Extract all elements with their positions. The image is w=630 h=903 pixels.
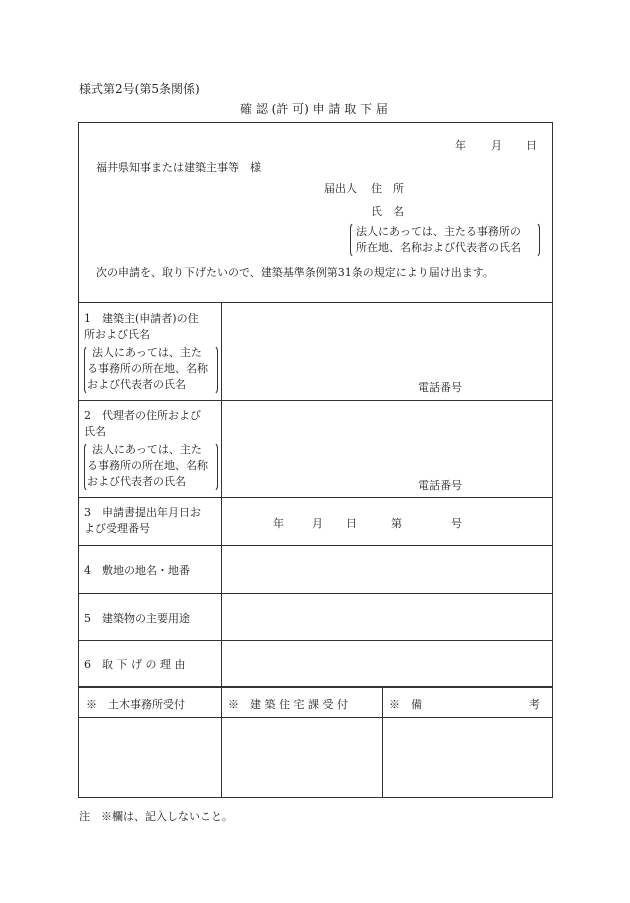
name-label: 氏 名 — [371, 205, 404, 218]
divider — [78, 640, 553, 641]
submission-day: 日 — [346, 517, 357, 530]
divider — [78, 497, 553, 498]
form-number: 様式第2号(第5条関係) — [79, 82, 200, 96]
submission-label-1: 3 申請書提出年月日お — [84, 506, 201, 519]
agent-label-2: 氏名 — [84, 425, 106, 438]
form-title: 確 認 (許 可) 申 請 取 下 届 — [240, 102, 388, 116]
agent-note-1: 法人にあっては、主た — [92, 443, 202, 456]
divider — [78, 686, 553, 688]
owner-phone-label: 電話番号 — [418, 381, 462, 394]
agent-note-2: る事務所の所在地、名称 — [87, 459, 208, 472]
submission-year: 年 — [273, 517, 284, 530]
statement: 次の申請を、取り下げたいので、建築基準条例第31条の規定により届け出ます。 — [96, 266, 494, 279]
divider — [78, 593, 553, 594]
remarks-heading: ※ 備 — [389, 698, 422, 711]
usage-label: 5 建築物の主要用途 — [84, 612, 190, 625]
submission-gou: 号 — [451, 517, 462, 530]
column-divider — [221, 302, 222, 798]
civil-office-heading: ※ 土木事務所受付 — [86, 698, 185, 711]
remarks-heading-end: 考 — [529, 698, 540, 711]
housing-division-heading: ※ 建 築 住 宅 課 受 付 — [228, 698, 348, 711]
header-year: 年 — [455, 139, 466, 152]
owner-label-1: 1 建築主(申請者)の住 — [84, 312, 199, 325]
agent-label-1: 2 代理者の住所および — [84, 409, 201, 422]
divider — [78, 302, 553, 303]
divider — [78, 717, 553, 718]
corp-note-line2: 所在地、名称および代表者の氏名 — [356, 241, 521, 254]
corp-note-line1: 法人にあっては、主たる事務所の — [356, 225, 521, 238]
footnote: 注 ※欄は、記入しないこと。 — [79, 810, 233, 823]
header-day: 日 — [526, 139, 537, 152]
agent-note-3: および代表者の氏名 — [87, 475, 186, 488]
submission-month: 月 — [312, 517, 323, 530]
addressee: 福井県知事または建築主事等 様 — [96, 161, 261, 174]
owner-note-2: る事務所の所在地、名称 — [87, 362, 208, 375]
address-label: 住 所 — [371, 182, 404, 195]
submission-dai: 第 — [391, 517, 402, 530]
agent-phone-label: 電話番号 — [418, 479, 462, 492]
owner-note-1: 法人にあっては、主た — [92, 346, 202, 359]
owner-note-3: および代表者の氏名 — [87, 378, 186, 391]
header-month: 月 — [491, 139, 502, 152]
divider — [78, 545, 553, 546]
submission-label-2: よび受理番号 — [84, 522, 150, 535]
owner-label-2: 所および氏名 — [84, 328, 150, 341]
reason-label: 6 取 下 げ の 理 由 — [84, 658, 186, 671]
divider — [78, 400, 553, 401]
site-label: 4 敷地の地名・地番 — [84, 564, 190, 577]
column-divider — [382, 686, 383, 798]
applicant-label: 届出人 — [324, 182, 357, 195]
